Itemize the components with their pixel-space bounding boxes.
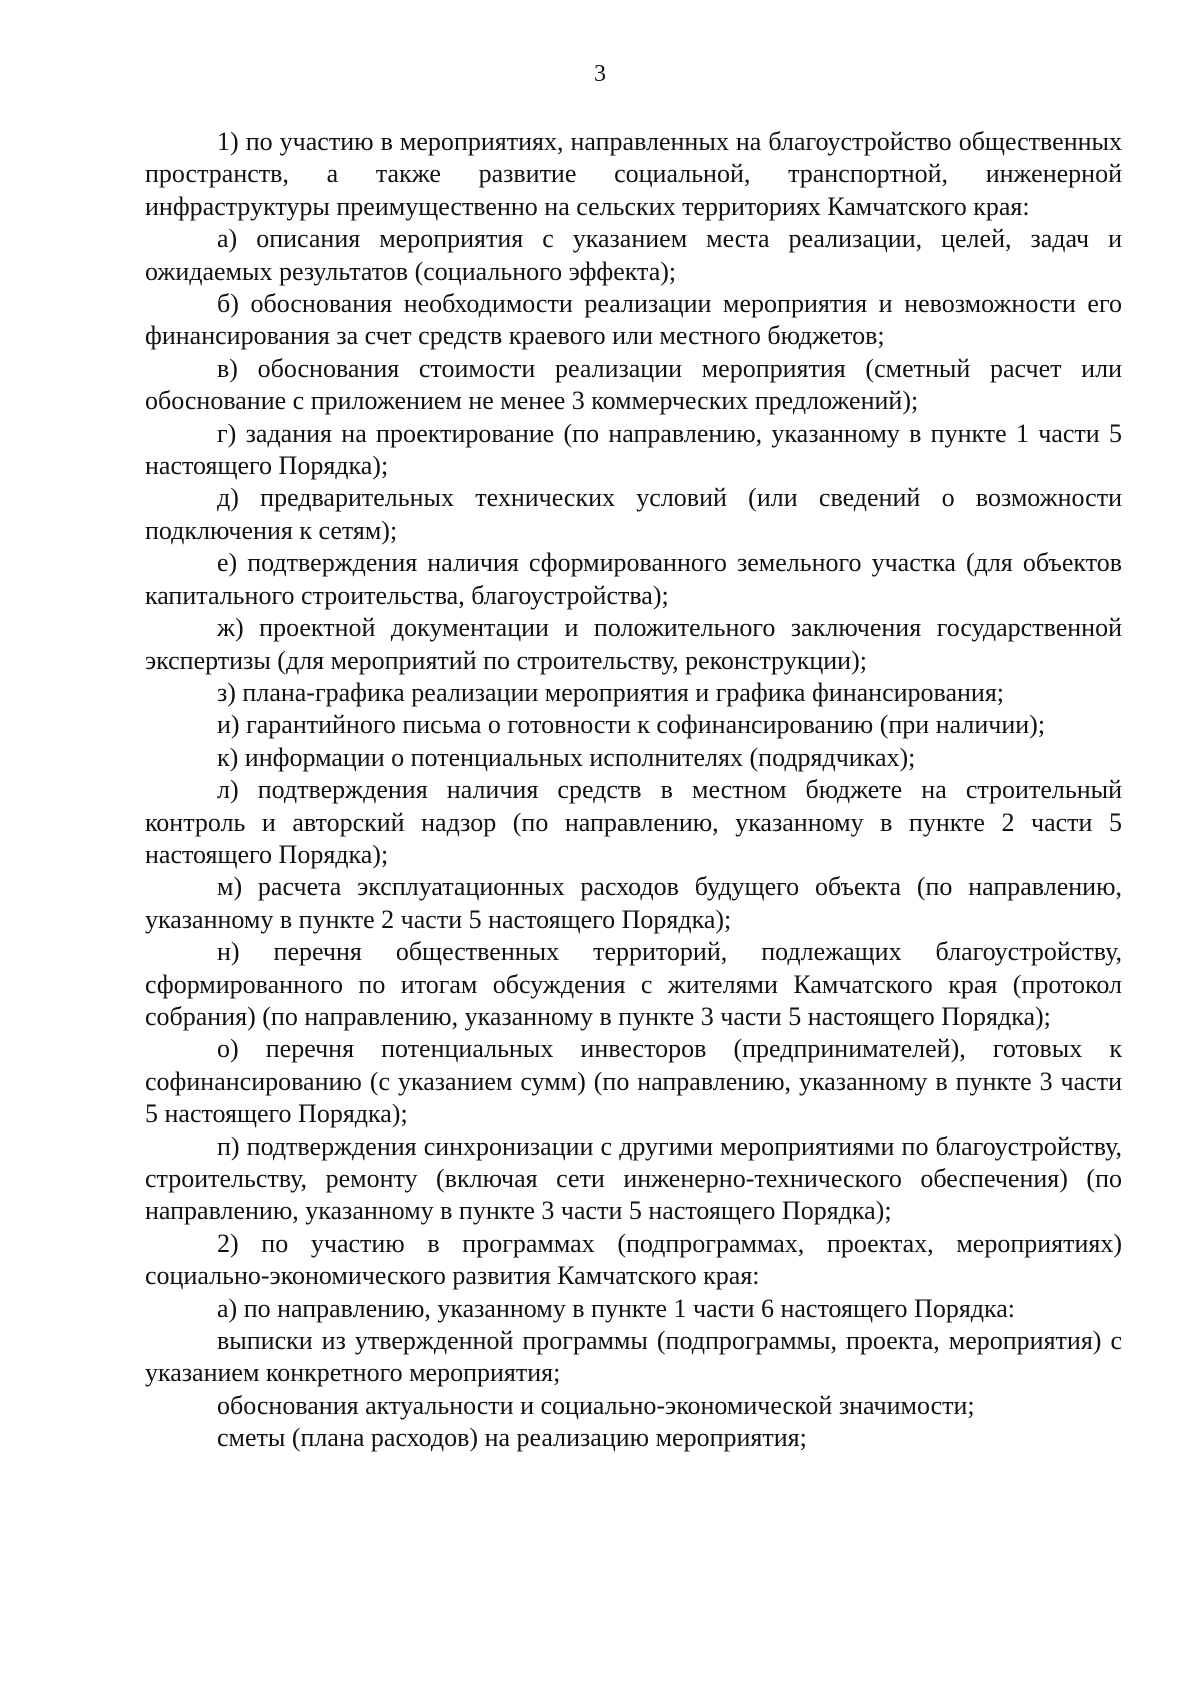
- paragraph-item-1v: в) обоснования стоимости реализации мероприятия (сметный расчет или обоснование с приложением не менее 3 коммерческих предложений);: [145, 353, 1122, 416]
- paragraph-item-1d: д) предварительных технических условий (или сведений о возможности подключения к сетям);: [145, 483, 1122, 545]
- paragraph-item-1zh: ж) проектной документации и положительного заключения государственной экспертизы (для мероприятий по строительству, реконструкции);: [145, 613, 1122, 675]
- paragraph-item-1p: п) подтверждения синхронизации с другими мероприятиями по благоустройству, строительству, ремонту (включая сети инженерно-технического обеспечения) (по направлению, указанному в пункте 3 части 5 настоящего Порядка);: [145, 1131, 1122, 1226]
- paragraph-item-1a: а) описания мероприятия с указанием места реализации, целей, задач и ожидаемых результатов (социального эффекта);: [145, 224, 1122, 286]
- paragraph-item-1g: г) задания на проектирование (по направлению, указанному в пункте 1 части 5 настоящего Порядка);: [145, 418, 1122, 481]
- paragraph-item-1m: м) расчета эксплуатационных расходов будущего объекта (по направлению, указанному в пункте 2 части 5 настоящего Порядка);: [145, 872, 1122, 934]
- document-body: [145, 126, 1122, 1455]
- paragraph-item-1n: н) перечня общественных территорий, подлежащих благоустройству, сформированного по итогам обсуждения с жителями Камчатского края (протокол собрания) (по направлению, указанному в пункте 3 части 5 настоящего Порядка);: [145, 937, 1122, 1031]
- paragraph-item-1l: л) подтверждения наличия средств в местном бюджете на строительный контроль и авторский надзор (по направлению, указанному в пункте 2 части 5 настоящего Порядка);: [145, 775, 1122, 869]
- paragraph-item-2a-3: сметы (плана расходов) на реализацию мероприятия;: [217, 1423, 807, 1453]
- paragraph-item-1i: и) гарантийного письма о готовности к софинансированию (при наличии);: [217, 710, 1046, 740]
- paragraph-item-1z: з) плана-графика реализации мероприятия и графика финансирования;: [217, 677, 1005, 707]
- paragraph-item-2a-2: обоснования актуальности и социально-экономической значимости;: [217, 1390, 975, 1420]
- paragraph-item-1o: о) перечня потенциальных инвесторов (предпринимателей), готовых к софинансированию (с указанием сумм) (по направлению, указанному в пункте 3 части 5 настоящего Порядка);: [145, 1034, 1122, 1129]
- page-number: 3: [594, 61, 606, 87]
- paragraph-item-2: 2) по участию в программах (подпрограммах, проектах, мероприятиях) социально-экономического развития Камчатского края:: [145, 1228, 1122, 1291]
- paragraph-item-1e: е) подтверждения наличия сформированного земельного участка (для объектов капитального строительства, благоустройства);: [145, 548, 1122, 610]
- paragraph-item-2a: а) по направлению, указанному в пункте 1 части 6 настоящего Порядка:: [217, 1293, 1016, 1323]
- paragraph-item-2a-1: выписки из утвержденной программы (подпрограммы, проекта, мероприятия) с указанием конкретного мероприятия;: [145, 1326, 1122, 1388]
- paragraph-item-1b: б) обоснования необходимости реализации мероприятия и невозможности его финансирования за счет средств краевого или местного бюджетов;: [145, 289, 1122, 351]
- paragraph-item-1k: к) информации о потенциальных исполнителях (подрядчиках);: [217, 742, 916, 772]
- paragraph-item-1: 1) по участию в мероприятиях, направленных на благоустройство общественных пространств, а также развитие социальной, транспортной, инженерной инфраструктуры преимущественно на сельских территориях Камчатского края:: [145, 127, 1122, 221]
